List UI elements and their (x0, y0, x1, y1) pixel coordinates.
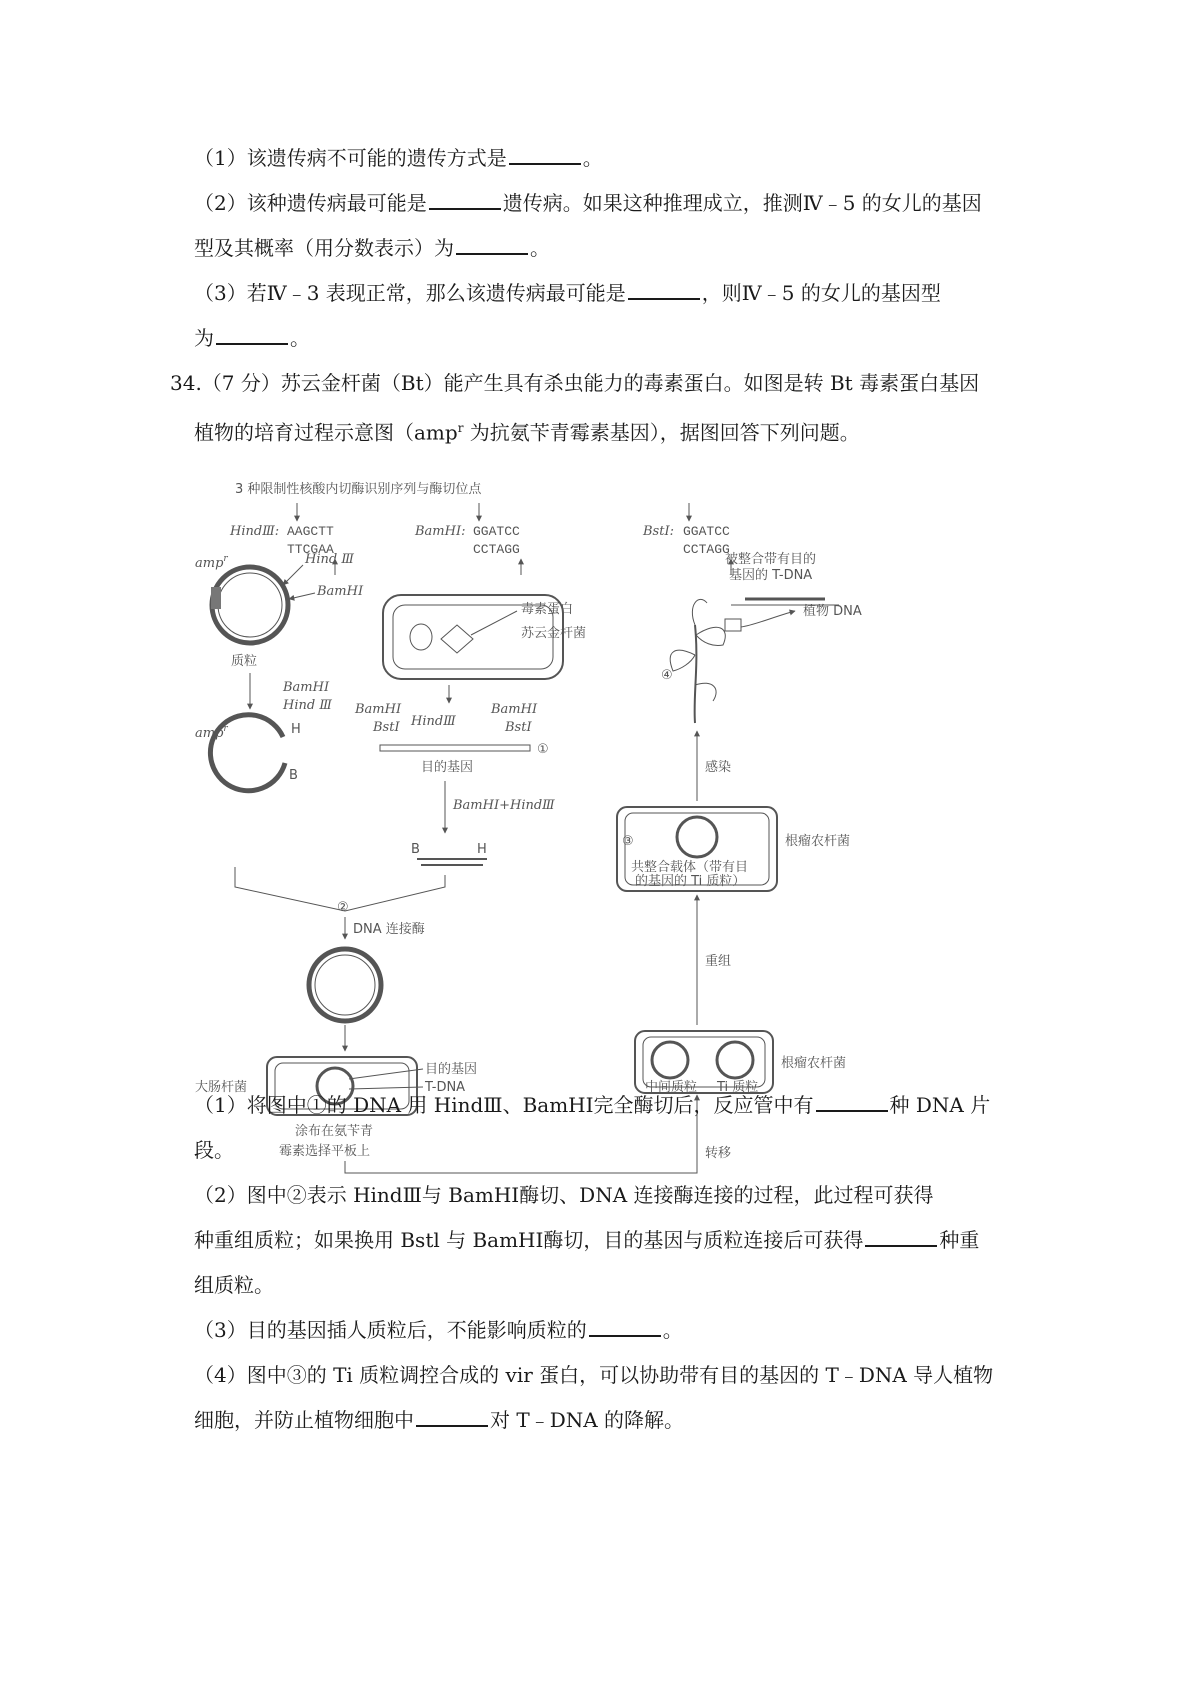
q34-sub1-text-cont: 种 DNA 片 (889, 1093, 991, 1117)
ecoli-tdna: T-DNA (425, 1080, 466, 1095)
answer-blank[interactable] (509, 145, 581, 165)
q34-intro-line2-end: 为抗氨苄青霉素基因），据图回答下列问题。 (463, 420, 860, 445)
plasmid-cut-bamhi: BamHⅠ (283, 680, 330, 695)
tdna-pointer (349, 1087, 423, 1089)
answer-blank[interactable] (416, 1407, 488, 1427)
q34-sub2-line2 (194, 1227, 979, 1253)
q33-part3-end: 。 (290, 326, 310, 350)
q34-sub1-text: （1）将图中①的 DNA 用 HindⅢ、BamHⅠ完全酶切后，反应管中有 (194, 1093, 814, 1117)
q33-part2-text-cont: 遗传病。如果这种推理成立，推测Ⅳ﹣5 的女儿的基因 (502, 191, 982, 215)
recombine-label: 重组 (705, 954, 732, 969)
gene-bamhi-right: BamHⅠ (491, 702, 538, 717)
transgenic-process-diagram (195, 475, 1025, 1175)
q34-sub1-line1 (194, 1092, 990, 1118)
q34-sub2-text-cont: 种重 (939, 1228, 980, 1252)
gene-pointer (349, 1069, 423, 1079)
q33-part3-text-cont: ，则Ⅳ﹣5 的女儿的基因型 (701, 281, 941, 305)
q34-sub1-line2: 段。 (194, 1138, 234, 1162)
circle-1: ① (537, 742, 549, 757)
circle-2: ② (337, 900, 349, 915)
target-gene-dna (380, 745, 530, 751)
agrobacterium-label-1: 根瘤农杆菌 (781, 1056, 847, 1071)
ampr-label-2: amp$^r$ (195, 724, 228, 741)
plate-label-line1: 涂布在氨苄青 (295, 1124, 374, 1139)
plant-top-leaf (692, 599, 707, 625)
q33-part3-line1 (194, 280, 941, 306)
hindiii-label: HindⅢ: (230, 524, 280, 539)
q33-part2-text: （2）该种遗传病最可能是 (194, 191, 427, 215)
bamhi-seq-bottom: CCTAGG (473, 542, 520, 557)
hindiii-seq-top: AAGCTT (287, 524, 334, 539)
plasmid-hindiii-site: Hind Ⅲ (305, 552, 354, 567)
answer-blank[interactable] (456, 235, 528, 255)
plasmid-inner-ring (218, 573, 282, 637)
q34-sub2-text: 种重组质粒；如果换用 Bstl 与 BamHⅠ酶切，目的基因与质粒连接后可获得 (194, 1228, 864, 1252)
transfer-label: 转移 (705, 1146, 732, 1161)
cointegrate-label-line1: 共整合载体（带有目 (631, 860, 749, 875)
plant-leaf-right (696, 627, 725, 645)
ti-plasmid (717, 1042, 753, 1078)
gene-bamhi-left: BamHⅠ (355, 702, 402, 717)
answer-blank[interactable] (216, 325, 288, 345)
open-end-h: H (291, 722, 301, 737)
circle-3: ③ (622, 834, 634, 849)
bamhi-site-arrow (289, 593, 315, 599)
q34-intro-line2-text: 植物的培育过程示意图（amp (194, 420, 458, 445)
ligase-label: DNA 连接酶 (353, 922, 425, 937)
plant-dna-label: 植物 DNA (803, 604, 862, 619)
toxin-crystal (441, 625, 473, 653)
plasmid-cut-hindiii: Hind Ⅲ (283, 698, 332, 713)
q34-intro-line2 (194, 415, 860, 446)
bamhi-seq-top: GGATCC (473, 524, 520, 539)
q34-sub2-line3: 组质粒。 (194, 1273, 274, 1297)
bsti-label: BstⅠ: (643, 524, 674, 539)
open-end-b: B (289, 768, 298, 783)
toxin-pointer (471, 611, 517, 635)
q34-sub3 (194, 1317, 683, 1343)
bsti-seq-bottom: CCTAGG (683, 542, 730, 557)
intermediate-plasmid (652, 1042, 688, 1078)
bt-nucleoid (410, 624, 432, 650)
toxin-protein-label: 毒素蛋白 (521, 602, 574, 617)
diagram-header: 3 种限制性核酸内切酶识别序列与酶切位点 (235, 482, 482, 497)
digest-label: BamHⅠ+HindⅢ (453, 798, 555, 813)
q33-part1-end: 。 (582, 146, 603, 170)
answer-blank[interactable] (865, 1227, 937, 1247)
tdna-integrated-line1: 被整合带有目的 (725, 552, 817, 567)
fragment-h: H (477, 842, 487, 857)
plasmid-label: 质粒 (231, 654, 258, 669)
q33-part2-line2 (194, 235, 550, 261)
bamhi-label: BamHⅠ: (415, 524, 466, 539)
opened-plasmid (210, 715, 285, 791)
intermediate-plasmid-label: 中间质粒 (645, 1080, 698, 1095)
gene-bsti-left: BstⅠ (373, 720, 400, 735)
q33-part3-line2 (194, 325, 310, 351)
ampr-marker (211, 587, 221, 609)
answer-blank[interactable] (816, 1092, 888, 1112)
q33-part1 (194, 145, 603, 171)
bsti-seq-top: GGATCC (683, 524, 730, 539)
hindiii-site-arrow (283, 565, 303, 585)
q34-sub3-end: 。 (662, 1318, 683, 1342)
q34-intro-line1: 34.（7 分）苏云金杆菌（Bt）能产生具有杀虫能力的毒素蛋白。如图是转 Bt 毒素蛋白基因 (170, 371, 980, 395)
fragment-b: B (411, 842, 420, 857)
infection-label: 感染 (705, 760, 732, 775)
circle-4: ④ (661, 668, 673, 683)
target-gene-label: 目的基因 (421, 760, 474, 775)
plant-cell-box (725, 619, 741, 631)
cointegrate-plasmid (677, 817, 717, 857)
answer-blank[interactable] (628, 280, 700, 300)
answer-blank[interactable] (589, 1317, 661, 1337)
ecoli-target-gene: 目的基因 (425, 1062, 478, 1077)
cointegrate-label-line2: 的基因的 Ti 质粒） (635, 874, 746, 889)
bt-label: 苏云金杆菌 (521, 626, 587, 641)
q34-sub4-line1: （4）图中③的 Ti 质粒调控合成的 vir 蛋白，可以协助带有目的基因的 T﹣DNA 导人植物 (194, 1363, 994, 1387)
q34-sub4-line2 (194, 1407, 684, 1433)
q34-sub4-text: 细胞，并防止植物细胞中 (194, 1408, 414, 1432)
plant-dna-pointer (741, 611, 795, 627)
hindiii-seq-bottom: TTCGAA (287, 542, 334, 557)
q33-part2-end: 。 (530, 236, 550, 260)
q33-part1-text: （1）该遗传病不可能的遗传方式是 (194, 146, 507, 170)
q34-sub2-line1: （2）图中②表示 HindⅢ与 BamHⅠ酶切、DNA 连接酶连接的过程，此过程可获得 (194, 1183, 934, 1207)
ampr-label: amp$^r$ (195, 554, 228, 571)
ti-plasmid-label: Ti 质粒 (717, 1080, 759, 1095)
q34-sub4-end: 对 T﹣DNA 的降解。 (490, 1408, 685, 1432)
answer-blank[interactable] (429, 190, 501, 210)
recombinant-plasmid-inner (315, 955, 375, 1015)
q33-part3-text: （3）若Ⅳ﹣3 表现正常，那么该遗传病最可能是 (194, 281, 626, 305)
plate-label-line2: 霉素选择平板上 (279, 1144, 371, 1159)
q33-part2-line1 (194, 190, 982, 216)
plasmid-bamhi-site: BamHⅠ (317, 584, 364, 599)
q33-part3-line2-text: 为 (194, 326, 214, 350)
gene-bsti-right: BstⅠ (505, 720, 532, 735)
gene-hindiii: HindⅢ (411, 714, 456, 729)
agrobacterium-label-2: 根瘤农杆菌 (785, 834, 851, 849)
recombinant-plasmid (309, 949, 381, 1021)
plant-stem (695, 625, 697, 723)
amp-superscript: r (457, 421, 464, 435)
plant-leaf-left (670, 650, 695, 671)
plant-lower-leaf (695, 683, 716, 701)
ecoli-label: 大肠杆菌 (195, 1080, 248, 1095)
plasmid-circle (212, 567, 288, 643)
q34-sub3-text: （3）目的基因插人质粒后，不能影响质粒的 (194, 1318, 587, 1342)
q33-part2-line2-text: 型及其概率（用分数表示）为 (194, 236, 454, 260)
tdna-integrated-line2: 基因的 T-DNA (729, 568, 813, 583)
